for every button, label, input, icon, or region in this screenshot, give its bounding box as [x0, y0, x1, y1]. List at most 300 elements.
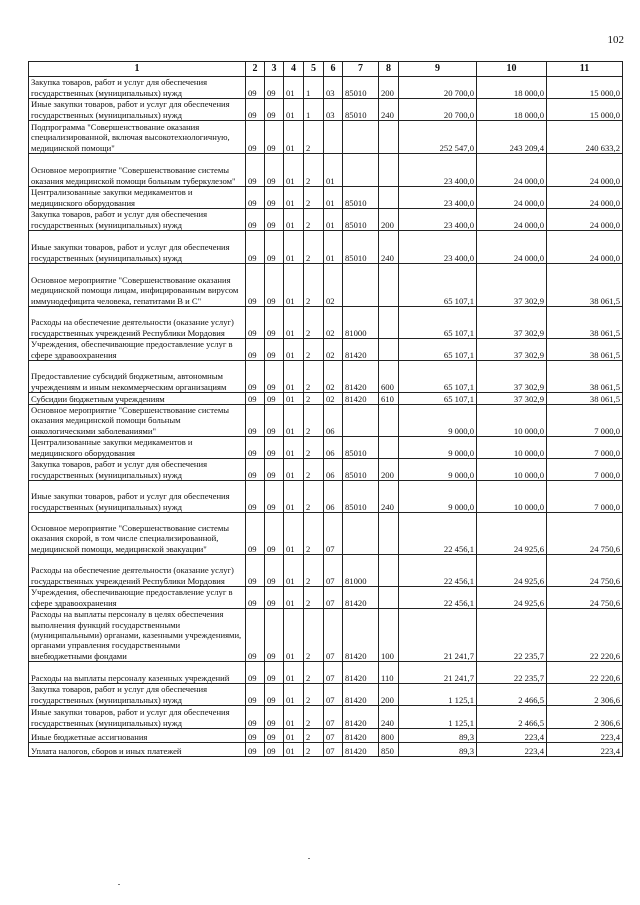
amount-cell: 24 000,0 [477, 154, 547, 187]
code-cell [379, 587, 399, 609]
code-cell: 01 [284, 662, 304, 684]
code-cell: 09 [265, 77, 284, 99]
table-row [29, 729, 623, 743]
table-row [29, 77, 623, 99]
code-cell: 85010 [343, 481, 379, 513]
column-header: 11 [547, 62, 623, 77]
code-cell: 07 [324, 662, 343, 684]
table-row [29, 264, 623, 307]
code-cell: 09 [246, 264, 265, 307]
row-name-cell: Учреждения, обеспечивающие предоставление услуг в сфере здравоохранения [29, 339, 246, 361]
code-cell: 03 [324, 77, 343, 99]
table-row [29, 555, 623, 587]
table-row [29, 209, 623, 231]
code-cell: 02 [324, 361, 343, 393]
amount-cell: 37 302,9 [477, 264, 547, 307]
code-cell: 2 [304, 121, 324, 154]
amount-cell: 38 061,5 [547, 307, 623, 339]
code-cell: 09 [246, 187, 265, 209]
code-cell: 09 [246, 684, 265, 706]
code-cell: 01 [284, 209, 304, 231]
code-cell: 01 [284, 339, 304, 361]
code-cell: 09 [246, 437, 265, 459]
row-name-cell: Закупка товаров, работ и услуг для обеспечения государственных (муниципальных) нужд [29, 77, 246, 99]
amount-cell: 22 456,1 [399, 587, 477, 609]
amount-cell: 22 456,1 [399, 555, 477, 587]
code-cell: 81000 [343, 555, 379, 587]
amount-cell: 7 000,0 [547, 481, 623, 513]
column-header: 4 [284, 62, 304, 77]
code-cell: 01 [284, 555, 304, 587]
amount-cell: 24 000,0 [547, 154, 623, 187]
code-cell: 09 [265, 405, 284, 437]
code-cell: 09 [246, 307, 265, 339]
row-name-cell: Основное мероприятие "Совершенствование системы оказания медицинской помощи больным туберкулезом" [29, 154, 246, 187]
code-cell: 800 [379, 729, 399, 743]
column-header: 9 [399, 62, 477, 77]
amount-cell: 24 750,6 [547, 555, 623, 587]
code-cell: 2 [304, 361, 324, 393]
code-cell: 240 [379, 706, 399, 729]
code-cell: 81420 [343, 361, 379, 393]
amount-cell: 10 000,0 [477, 459, 547, 481]
table-row [29, 121, 623, 154]
code-cell: 110 [379, 662, 399, 684]
amount-cell: 65 107,1 [399, 393, 477, 405]
code-cell: 07 [324, 587, 343, 609]
code-cell: 2 [304, 587, 324, 609]
amount-cell: 2 306,6 [547, 684, 623, 706]
code-cell: 81420 [343, 587, 379, 609]
page-number: 102 [607, 34, 624, 46]
code-cell: 09 [246, 99, 265, 121]
code-cell: 07 [324, 684, 343, 706]
row-name-cell: Иные закупки товаров, работ и услуг для обеспечения государственных (муниципальных) нужд [29, 99, 246, 121]
row-name-cell: Иные закупки товаров, работ и услуг для обеспечения государственных (муниципальных) нужд [29, 481, 246, 513]
code-cell [379, 154, 399, 187]
code-cell: 01 [284, 187, 304, 209]
table-row [29, 459, 623, 481]
code-cell: 09 [246, 555, 265, 587]
amount-cell: 240 633,2 [547, 121, 623, 154]
amount-cell: 38 061,5 [547, 264, 623, 307]
code-cell: 07 [324, 729, 343, 743]
column-header: 2 [246, 62, 265, 77]
code-cell: 2 [304, 481, 324, 513]
code-cell [379, 555, 399, 587]
code-cell: 01 [284, 121, 304, 154]
amount-cell: 23 400,0 [399, 187, 477, 209]
code-cell: 09 [246, 77, 265, 99]
amount-cell: 38 061,5 [547, 393, 623, 405]
amount-cell: 24 925,6 [477, 587, 547, 609]
amount-cell: 223,4 [547, 729, 623, 743]
column-header: 10 [477, 62, 547, 77]
code-cell: 09 [265, 743, 284, 757]
row-name-cell: Уплата налогов, сборов и иных платежей [29, 743, 246, 757]
code-cell [343, 154, 379, 187]
code-cell: 01 [284, 361, 304, 393]
amount-cell: 7 000,0 [547, 437, 623, 459]
code-cell: 01 [284, 437, 304, 459]
code-cell: 01 [284, 264, 304, 307]
code-cell: 100 [379, 609, 399, 662]
amount-cell: 89,3 [399, 729, 477, 743]
code-cell: 2 [304, 662, 324, 684]
amount-cell: 65 107,1 [399, 264, 477, 307]
code-cell: 09 [265, 481, 284, 513]
amount-cell: 7 000,0 [547, 405, 623, 437]
amount-cell: 1 125,1 [399, 684, 477, 706]
code-cell: 06 [324, 405, 343, 437]
table-row [29, 513, 623, 555]
amount-cell: 2 466,5 [477, 684, 547, 706]
row-name-cell: Подпрограмма "Совершенствование оказания специализированной, включая высокотехнологичную, медицинской помощи" [29, 121, 246, 154]
code-cell: 2 [304, 154, 324, 187]
table-row [29, 99, 623, 121]
column-header: 3 [265, 62, 284, 77]
code-cell [343, 405, 379, 437]
code-cell: 02 [324, 264, 343, 307]
code-cell [343, 121, 379, 154]
code-cell: 01 [284, 743, 304, 757]
header-row [29, 62, 623, 77]
code-cell: 09 [246, 459, 265, 481]
amount-cell: 23 400,0 [399, 209, 477, 231]
code-cell: 09 [265, 361, 284, 393]
amount-cell: 9 000,0 [399, 437, 477, 459]
code-cell: 81420 [343, 684, 379, 706]
amount-cell: 1 125,1 [399, 706, 477, 729]
code-cell: 81000 [343, 307, 379, 339]
code-cell: 09 [246, 209, 265, 231]
code-cell: 09 [265, 121, 284, 154]
table-row [29, 684, 623, 706]
code-cell: 2 [304, 706, 324, 729]
row-name-cell: Иные бюджетные ассигнования [29, 729, 246, 743]
code-cell [379, 187, 399, 209]
code-cell: 02 [324, 393, 343, 405]
code-cell: 09 [265, 187, 284, 209]
code-cell: 07 [324, 706, 343, 729]
code-cell: 09 [265, 729, 284, 743]
row-name-cell: Закупка товаров, работ и услуг для обеспечения государственных (муниципальных) нужд [29, 209, 246, 231]
code-cell: 2 [304, 729, 324, 743]
table-row [29, 743, 623, 757]
code-cell: 610 [379, 393, 399, 405]
row-name-cell: Основное мероприятие "Совершенствование системы оказания скорой, в том числе специализированной, медицинской помощи, медицинской эвакуации" [29, 513, 246, 555]
code-cell: 07 [324, 513, 343, 555]
amount-cell: 65 107,1 [399, 307, 477, 339]
row-name-cell: Предоставление субсидий бюджетным, автономным учреждениям и иным некоммерческим организациям [29, 361, 246, 393]
code-cell: 2 [304, 393, 324, 405]
code-cell: 200 [379, 459, 399, 481]
code-cell: 81420 [343, 339, 379, 361]
code-cell: 09 [246, 513, 265, 555]
code-cell: 09 [265, 587, 284, 609]
code-cell: 02 [324, 307, 343, 339]
row-name-cell: Расходы на обеспечение деятельности (оказание услуг) государственных учреждений Республики Мордовия [29, 307, 246, 339]
code-cell: 2 [304, 743, 324, 757]
code-cell: 85010 [343, 437, 379, 459]
code-cell: 01 [284, 405, 304, 437]
code-cell: 85010 [343, 209, 379, 231]
code-cell: 01 [324, 209, 343, 231]
amount-cell: 9 000,0 [399, 459, 477, 481]
table-row [29, 662, 623, 684]
table-row [29, 437, 623, 459]
amount-cell: 24 925,6 [477, 513, 547, 555]
code-cell: 01 [284, 154, 304, 187]
table-row [29, 706, 623, 729]
code-cell: 01 [284, 587, 304, 609]
code-cell: 01 [284, 99, 304, 121]
code-cell: 09 [246, 231, 265, 264]
amount-cell: 37 302,9 [477, 307, 547, 339]
scan-speck [308, 858, 310, 859]
code-cell: 81420 [343, 743, 379, 757]
amount-cell: 21 241,7 [399, 609, 477, 662]
column-header: 7 [343, 62, 379, 77]
row-name-cell: Расходы на выплаты персоналу казенных учреждений [29, 662, 246, 684]
code-cell: 09 [246, 339, 265, 361]
code-cell: 06 [324, 481, 343, 513]
table-row [29, 481, 623, 513]
code-cell: 2 [304, 405, 324, 437]
code-cell [379, 307, 399, 339]
code-cell: 09 [265, 231, 284, 264]
code-cell: 09 [265, 393, 284, 405]
code-cell: 09 [246, 361, 265, 393]
code-cell: 1 [304, 77, 324, 99]
code-cell: 81420 [343, 662, 379, 684]
code-cell: 09 [246, 587, 265, 609]
column-header: 5 [304, 62, 324, 77]
code-cell: 85010 [343, 459, 379, 481]
amount-cell: 24 925,6 [477, 555, 547, 587]
code-cell: 03 [324, 99, 343, 121]
amount-cell: 2 466,5 [477, 706, 547, 729]
column-header: 6 [324, 62, 343, 77]
table-row [29, 307, 623, 339]
code-cell: 09 [265, 662, 284, 684]
amount-cell: 2 306,6 [547, 706, 623, 729]
row-name-cell: Основное мероприятие "Совершенствование оказания медицинской помощи лицам, инфицированным вирусом иммунодефицита человека, гепатитами В и С" [29, 264, 246, 307]
amount-cell: 22 235,7 [477, 609, 547, 662]
code-cell [379, 513, 399, 555]
code-cell: 09 [265, 209, 284, 231]
table-row [29, 231, 623, 264]
code-cell: 09 [246, 405, 265, 437]
row-name-cell: Закупка товаров, работ и услуг для обеспечения государственных (муниципальных) нужд [29, 459, 246, 481]
amount-cell: 37 302,9 [477, 339, 547, 361]
code-cell: 85010 [343, 77, 379, 99]
table-row [29, 393, 623, 405]
code-cell: 09 [265, 684, 284, 706]
code-cell: 09 [265, 264, 284, 307]
code-cell: 200 [379, 209, 399, 231]
row-name-cell: Централизованные закупки медикаментов и медицинского оборудования [29, 437, 246, 459]
code-cell [324, 121, 343, 154]
code-cell: 01 [284, 459, 304, 481]
code-cell: 06 [324, 459, 343, 481]
code-cell [379, 264, 399, 307]
code-cell: 01 [324, 187, 343, 209]
code-cell: 01 [284, 513, 304, 555]
code-cell: 09 [265, 307, 284, 339]
code-cell: 07 [324, 743, 343, 757]
code-cell: 2 [304, 609, 324, 662]
code-cell: 81420 [343, 393, 379, 405]
code-cell: 240 [379, 99, 399, 121]
code-cell: 2 [304, 513, 324, 555]
row-name-cell: Учреждения, обеспечивающие предоставление услуг в сфере здравоохранения [29, 587, 246, 609]
code-cell: 09 [246, 154, 265, 187]
code-cell: 09 [265, 706, 284, 729]
code-cell: 07 [324, 555, 343, 587]
row-name-cell: Централизованные закупки медикаментов и медицинского оборудования [29, 187, 246, 209]
code-cell: 85010 [343, 187, 379, 209]
code-cell: 01 [284, 609, 304, 662]
table-row [29, 339, 623, 361]
code-cell: 85010 [343, 99, 379, 121]
amount-cell: 15 000,0 [547, 99, 623, 121]
code-cell: 2 [304, 684, 324, 706]
table-row [29, 154, 623, 187]
code-cell: 200 [379, 77, 399, 99]
amount-cell: 18 000,0 [477, 99, 547, 121]
row-name-cell: Закупка товаров, работ и услуг для обеспечения государственных (муниципальных) нужд [29, 684, 246, 706]
table-row [29, 405, 623, 437]
amount-cell: 22 220,6 [547, 662, 623, 684]
code-cell: 200 [379, 684, 399, 706]
amount-cell: 38 061,5 [547, 339, 623, 361]
code-cell [379, 405, 399, 437]
amount-cell: 10 000,0 [477, 481, 547, 513]
table-row [29, 361, 623, 393]
amount-cell: 10 000,0 [477, 405, 547, 437]
amount-cell: 10 000,0 [477, 437, 547, 459]
row-name-cell: Основное мероприятие "Совершенствование системы оказания медицинской помощи больным онкологическими заболеваниями" [29, 405, 246, 437]
amount-cell: 37 302,9 [477, 361, 547, 393]
row-name-cell: Иные закупки товаров, работ и услуг для обеспечения государственных (муниципальных) нужд [29, 706, 246, 729]
code-cell: 09 [265, 555, 284, 587]
amount-cell: 20 700,0 [399, 77, 477, 99]
row-name-cell: Расходы на обеспечение деятельности (оказание услуг) государственных учреждений Республики Мордовия [29, 555, 246, 587]
code-cell: 01 [284, 231, 304, 264]
code-cell: 2 [304, 187, 324, 209]
code-cell: 09 [246, 481, 265, 513]
amount-cell: 24 750,6 [547, 587, 623, 609]
code-cell: 2 [304, 437, 324, 459]
amount-cell: 18 000,0 [477, 77, 547, 99]
amount-cell: 243 209,4 [477, 121, 547, 154]
code-cell: 240 [379, 231, 399, 264]
amount-cell: 21 241,7 [399, 662, 477, 684]
amount-cell: 89,3 [399, 743, 477, 757]
amount-cell: 24 000,0 [477, 187, 547, 209]
amount-cell: 22 220,6 [547, 609, 623, 662]
amount-cell: 65 107,1 [399, 339, 477, 361]
amount-cell: 252 547,0 [399, 121, 477, 154]
code-cell: 2 [304, 231, 324, 264]
code-cell: 01 [284, 481, 304, 513]
code-cell: 09 [246, 706, 265, 729]
code-cell [343, 264, 379, 307]
code-cell: 09 [265, 154, 284, 187]
code-cell: 09 [265, 339, 284, 361]
code-cell [379, 437, 399, 459]
row-name-cell: Иные закупки товаров, работ и услуг для обеспечения государственных (муниципальных) нужд [29, 231, 246, 264]
amount-cell: 223,4 [547, 743, 623, 757]
amount-cell: 22 456,1 [399, 513, 477, 555]
table-row [29, 609, 623, 662]
code-cell: 2 [304, 264, 324, 307]
amount-cell: 24 000,0 [547, 231, 623, 264]
code-cell: 1 [304, 99, 324, 121]
code-cell: 07 [324, 609, 343, 662]
amount-cell: 15 000,0 [547, 77, 623, 99]
code-cell: 2 [304, 307, 324, 339]
column-header: 8 [379, 62, 399, 77]
code-cell: 01 [284, 684, 304, 706]
code-cell: 09 [246, 662, 265, 684]
code-cell: 2 [304, 209, 324, 231]
code-cell: 01 [284, 393, 304, 405]
code-cell: 01 [284, 706, 304, 729]
code-cell [379, 121, 399, 154]
amount-cell: 9 000,0 [399, 481, 477, 513]
code-cell: 81420 [343, 729, 379, 743]
amount-cell: 7 000,0 [547, 459, 623, 481]
code-cell: 01 [324, 231, 343, 264]
amount-cell: 22 235,7 [477, 662, 547, 684]
table-row [29, 187, 623, 209]
code-cell [379, 339, 399, 361]
code-cell: 09 [265, 99, 284, 121]
code-cell: 09 [265, 513, 284, 555]
code-cell: 09 [246, 121, 265, 154]
code-cell: 02 [324, 339, 343, 361]
amount-cell: 38 061,5 [547, 361, 623, 393]
amount-cell: 24 000,0 [477, 209, 547, 231]
amount-cell: 23 400,0 [399, 231, 477, 264]
code-cell: 85010 [343, 231, 379, 264]
code-cell: 2 [304, 555, 324, 587]
code-cell [343, 513, 379, 555]
column-header: 1 [29, 62, 246, 77]
code-cell: 01 [284, 77, 304, 99]
code-cell: 81420 [343, 706, 379, 729]
code-cell: 01 [284, 729, 304, 743]
code-cell: 81420 [343, 609, 379, 662]
code-cell: 09 [246, 729, 265, 743]
row-name-cell: Расходы на выплаты персоналу в целях обеспечения выполнения функций государственными (муниципальными) органами, казенными учреждениями, органами управления государственными внебюджетными фондами [29, 609, 246, 662]
code-cell: 09 [265, 437, 284, 459]
amount-cell: 24 000,0 [547, 209, 623, 231]
amount-cell: 223,4 [477, 729, 547, 743]
code-cell: 2 [304, 339, 324, 361]
code-cell: 06 [324, 437, 343, 459]
code-cell: 09 [246, 743, 265, 757]
code-cell: 01 [324, 154, 343, 187]
amount-cell: 9 000,0 [399, 405, 477, 437]
code-cell: 09 [265, 609, 284, 662]
amount-cell: 37 302,9 [477, 393, 547, 405]
amount-cell: 24 000,0 [547, 187, 623, 209]
code-cell: 850 [379, 743, 399, 757]
code-cell: 01 [284, 307, 304, 339]
